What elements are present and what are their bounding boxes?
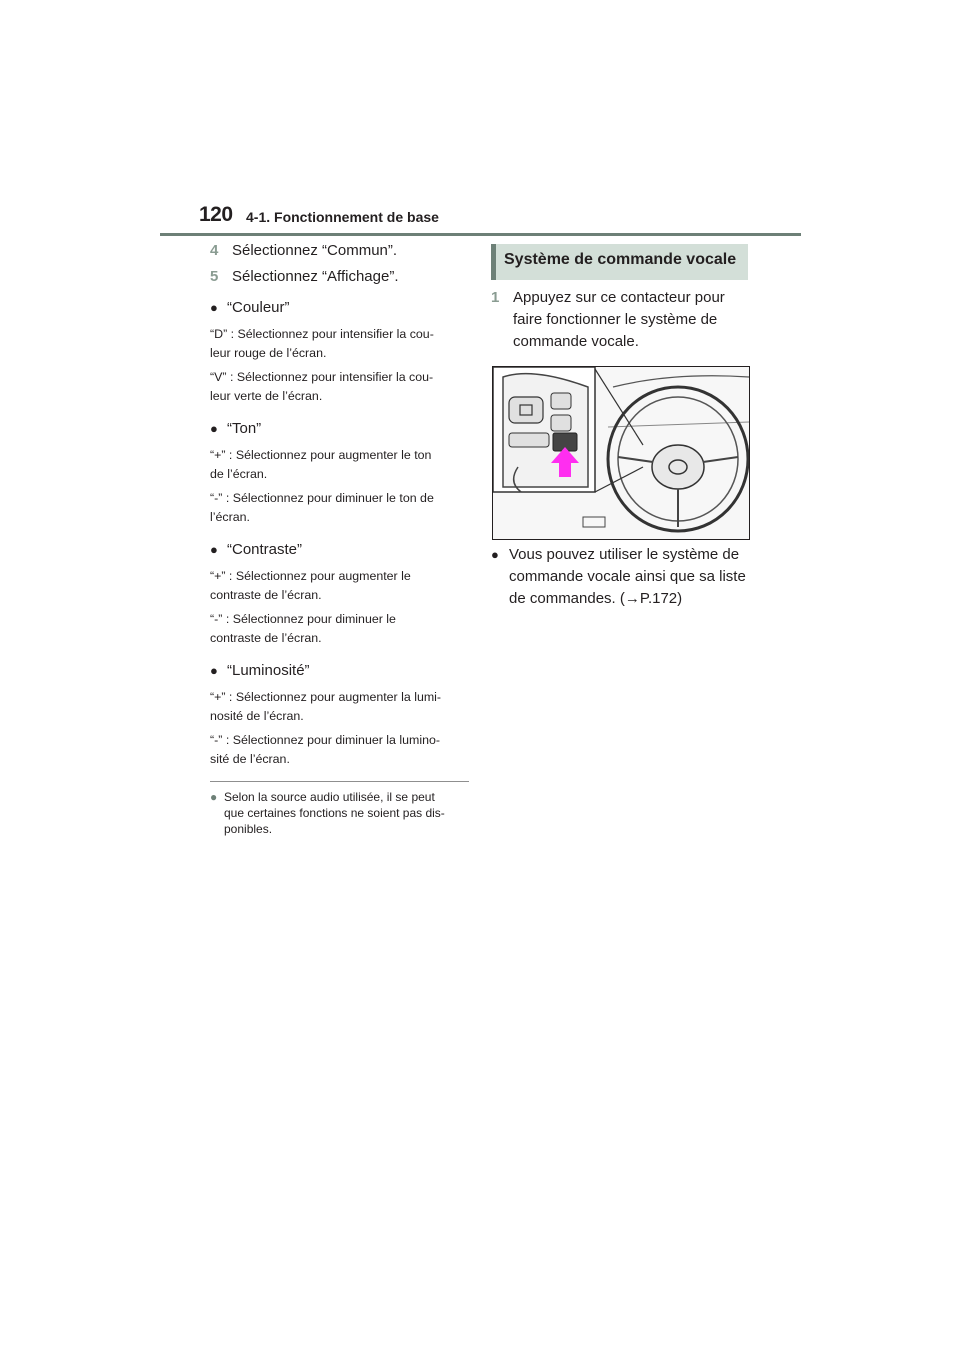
bullet-icon: ● xyxy=(210,300,218,315)
step-number: 4 xyxy=(210,242,219,259)
header-rule xyxy=(160,233,801,236)
section-title: 4-1. Fonctionnement de base xyxy=(246,209,439,225)
step-text: Sélectionnez “Commun”. xyxy=(232,242,398,259)
left-column xyxy=(210,240,472,769)
bullet-icon: ● xyxy=(491,547,499,562)
bullet-ton xyxy=(210,420,472,437)
bullet-voice-commands xyxy=(491,544,756,610)
steering-wheel-illustration xyxy=(492,366,750,540)
step-number: 5 xyxy=(210,268,219,285)
contraste-minus-desc: “-” : Sélectionnez pour diminuer le contraste de l’écran. xyxy=(210,612,396,645)
section-heading: Système de commande vocale xyxy=(504,251,737,268)
step-text: Sélectionnez “Affichage”. xyxy=(232,268,399,285)
bullet-icon: ● xyxy=(210,663,218,678)
contraste-plus-desc: “+” : Sélectionnez pour augmenter le contraste de l’écran. xyxy=(210,569,411,602)
luminosite-minus-desc: “-” : Sélectionnez pour diminuer la lumino- sité de l’écran. xyxy=(210,733,441,766)
bullet-label: “Couleur” xyxy=(227,299,290,316)
bullet-label: “Ton” xyxy=(227,420,262,437)
bullet-label: “Luminosité” xyxy=(227,662,310,679)
note xyxy=(210,789,472,837)
steering-wheel-drawing xyxy=(493,367,749,539)
step-text: Appuyez sur ce contacteur pour faire fonctionner le système de commande vocale. xyxy=(513,289,725,350)
notes-divider xyxy=(210,781,469,782)
bullet-text: Vous pouvez utiliser le système de commande vocale ainsi que sa liste de commandes. (→P.172) xyxy=(509,546,746,607)
step-5 xyxy=(210,268,472,285)
step-number: 1 xyxy=(491,289,500,306)
ton-minus-desc: “-” : Sélectionnez pour diminuer le ton de l’écran. xyxy=(210,491,434,524)
page-number: 120 xyxy=(199,203,233,226)
luminosite-plus-desc: “+” : Sélectionnez pour augmenter la lumi- nosité de l’écran. xyxy=(210,690,442,723)
step-4 xyxy=(210,242,472,259)
couleur-v-desc: “V” : Sélectionnez pour intensifier la cou- leur verte de l’écran. xyxy=(210,370,434,403)
bullet-icon: ● xyxy=(210,421,218,436)
step-1 xyxy=(491,287,756,353)
ton-plus-desc: “+” : Sélectionnez pour augmenter le ton de l’écran. xyxy=(210,448,432,481)
note-bullet-icon: ● xyxy=(210,790,218,804)
bullet-icon: ● xyxy=(210,542,218,557)
bullet-couleur xyxy=(210,299,472,316)
note-text: Selon la source audio utilisée, il se peut que certaines fonctions ne soient pas dis- ponibles. xyxy=(224,790,445,836)
bullet-label: “Contraste” xyxy=(227,541,303,558)
bullet-luminosite xyxy=(210,662,472,679)
bullet-contraste xyxy=(210,541,472,558)
couleur-d-desc: “D” : Sélectionnez pour intensifier la cou- leur rouge de l’écran. xyxy=(210,327,434,360)
